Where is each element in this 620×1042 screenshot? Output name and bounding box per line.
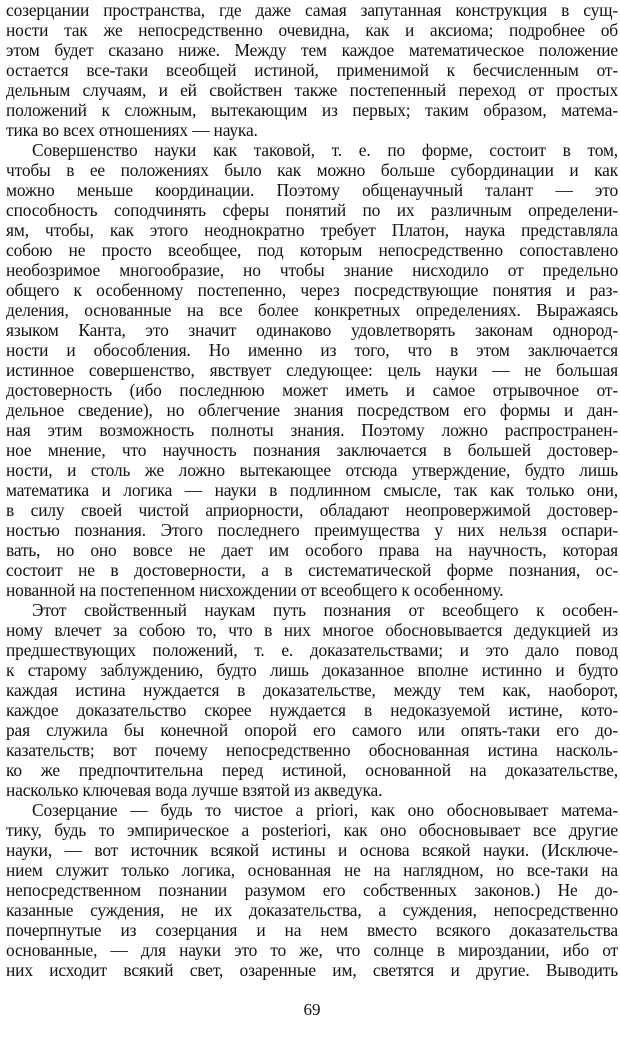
text-line: дельное сведение), но облегчение знания посредством его формы и дан- <box>6 400 618 420</box>
text-line: Этот свойственный наукам путь познания от всеобщего к особен- <box>32 600 618 620</box>
text-line: тика во всех отношениях — наука. <box>6 120 258 140</box>
page-number: 69 <box>303 1000 321 1019</box>
text-line: Созерцание — будь то чистое a priori, как оно обосновывает матема- <box>32 800 618 820</box>
text-line: необозримое многообразие, но чтобы знание нисходило от предельно <box>6 260 618 280</box>
text-line: непосредственном познании разумом его собственных законов.) Не до- <box>6 880 618 900</box>
text-line: почерпнутые из созерцания и на нем вместо всякого доказательства <box>6 920 618 940</box>
book-page <box>6 0 618 1042</box>
text-line: способность соподчинять сферы понятий по их различным определени- <box>6 200 618 220</box>
text-line: остается все-таки всеобщей истиной, применимой к бесчисленным от- <box>6 60 618 80</box>
text-line: казанные суждения, не их доказательства, а суждения, непосредственно <box>6 900 618 920</box>
text-line: состоит не в достоверности, а в систематической форме познания, ос- <box>6 560 618 580</box>
text-line: деления, основанные на все более конкретных определениях. Выражаясь <box>6 300 618 320</box>
page-body-text <box>6 0 618 980</box>
text-line: можно меньше координации. Поэтому общенаучный талант — это <box>6 180 618 200</box>
text-line: Совершенство науки как таковой, т. е. по форме, состоит в том, <box>32 140 618 160</box>
text-line: ностью познания. Этого последнего преимущества у них нельзя оспари- <box>6 520 618 540</box>
text-line: ко же предпочтительна перед истиной, основанной на доказательстве, <box>6 760 618 780</box>
text-line: истинное совершенство, явствует следующее: цель науки — не большая <box>6 360 618 380</box>
text-line: нием служит только логика, основанная не на наглядном, но все-таки на <box>6 860 618 880</box>
text-line: ности и обособления. Но именно из того, что в этом заключается <box>6 340 618 360</box>
text-line: собою не просто всеобщее, под которым непосредственно сопоставлено <box>6 240 618 260</box>
text-line: них исходит всякий свет, озаренные им, светятся и другие. Выводить <box>6 960 618 980</box>
text-line: к старому заблуждению, будто лишь доказанное вполне истинно и будто <box>6 660 618 680</box>
text-line: вать, но оно вовсе не дает им особого права на научность, которая <box>6 540 618 560</box>
text-line: ному влечет за собою то, что в них многое обосновывается дедукцией из <box>6 620 618 640</box>
text-line: насколько ключевая вода лучше взятой из акведука. <box>6 780 383 800</box>
text-line: казательств; вот почему непосредственно обоснованная истина насколь- <box>6 740 618 760</box>
text-line: общего к особенному постепенно, через посредствующие понятия и раз- <box>6 280 618 300</box>
text-line: нованной на постепенном нисхождении от всеобщего к особенному. <box>6 580 504 600</box>
text-line: дельным случаям, и ей свойствен также постепенный переход от простых <box>6 80 618 100</box>
text-line: каждая истина нуждается в доказательстве, между тем как, наоборот, <box>6 680 618 700</box>
text-line: достоверность (ибо последнюю может иметь и самое отрывочное от- <box>6 380 618 400</box>
text-line: ности, и столь же ложно вытекающее отсюда утверждение, будто лишь <box>6 460 618 480</box>
text-line: каждое доказательство скорее нуждается в недоказуемой истине, кото- <box>6 700 618 720</box>
text-line: ности так же непосредственно очевидна, как и аксиома; подробнее об <box>6 20 618 40</box>
text-line: положений к сложным, вытекающим из первых; таким образом, матема- <box>6 100 618 120</box>
text-line: в силу своей чистой априорности, обладают неопровержимой достовер- <box>6 500 618 520</box>
text-line: этом будет сказано ниже. Между тем каждое математическое положение <box>6 40 618 60</box>
text-line: языком Канта, это значит одинаково удовлетворять законам однород- <box>6 320 618 340</box>
text-line: предшествующих положений, т. е. доказательствами; и это дало повод <box>6 640 618 660</box>
text-line: ная этим возможность полноты знания. Поэтому ложно распространен- <box>6 420 618 440</box>
text-line: ное мнение, что научность познания заключается в большей достовер- <box>6 440 618 460</box>
text-line: чтобы в ее положениях было как можно больше субординации и как <box>6 160 618 180</box>
text-line: основанные, — для науки это то же, что солнце в мироздании, ибо от <box>6 940 618 960</box>
text-line: ям, чтобы, как этого неоднократно требует Платон, наука представляла <box>6 220 618 240</box>
text-line: рая служила бы конечной опорой его самого или опять-таки его до- <box>6 720 618 740</box>
text-line: науки, — вот источник всякой истины и основа всякой науки. (Исключе- <box>6 840 618 860</box>
text-line: математика и логика — науки в подлинном смысле, так как только они, <box>6 480 618 500</box>
text-line: созерцании пространства, где даже самая запутанная конструкция в сущ- <box>6 0 618 20</box>
text-line: тику, будь то эмпирическое a posteriori, как оно обосновывает все другие <box>6 820 618 840</box>
